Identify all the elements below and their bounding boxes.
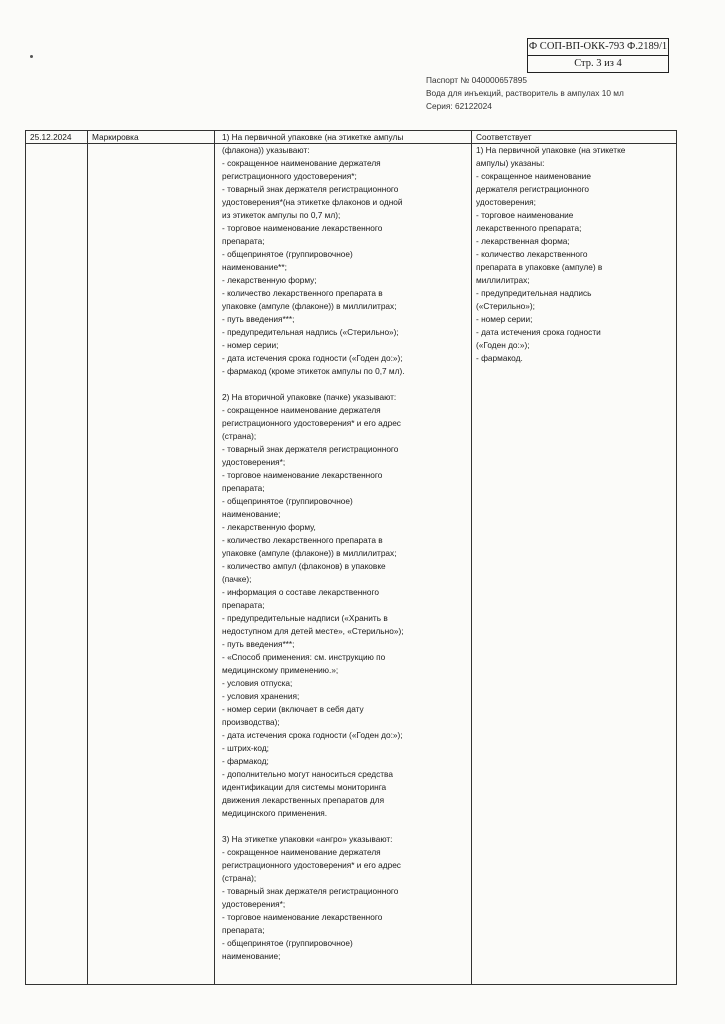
requirement-line: - торговое наименование лекарственного — [222, 223, 383, 233]
requirement-line: - путь введения***; — [222, 639, 295, 649]
column-divider — [471, 131, 472, 984]
requirement-line: (страна); — [222, 431, 257, 441]
requirement-line: медицинскому применению.»; — [222, 665, 339, 675]
passport-header — [426, 74, 624, 113]
requirement-line: регистрационного удостоверения* и его адрес — [222, 860, 401, 870]
requirement-line: - дополнительно могут наноситься средства — [222, 769, 393, 779]
result-line: Соответствует — [476, 132, 532, 142]
result-line: 1) На первичной упаковке (на этикетке — [476, 145, 626, 155]
requirement-line: (флакона)) указывают: — [222, 145, 310, 155]
requirement-line: препарата; — [222, 600, 265, 610]
requirement-line: - количество лекарственного препарата в — [222, 288, 383, 298]
row-parameter: Маркировка — [92, 132, 139, 142]
page-number: Стр. 3 из 4 — [528, 55, 668, 72]
result-line: препарата в упаковке (ампуле) в — [476, 262, 603, 272]
result-line: - дата истечения срока годности — [476, 327, 601, 337]
result-line: («Стерильно»); — [476, 301, 535, 311]
requirement-line: - сокращенное наименование держателя — [222, 405, 381, 415]
scan-speck — [30, 55, 33, 58]
requirement-line: - сокращенное наименование держателя — [222, 158, 381, 168]
requirement-line: - товарный знак держателя регистрационного — [222, 444, 399, 454]
requirement-line: - товарный знак держателя регистрационного — [222, 184, 399, 194]
form-code: Ф СОП-ВП-ОКК-793 Ф.2189/1 — [528, 41, 668, 52]
requirement-line: упаковке (ампуле (флаконе)) в миллилитрах; — [222, 548, 397, 558]
requirement-line: - фармакод (кроме этикеток ампулы по 0,7 мл). — [222, 366, 405, 376]
requirement-line: - лекарственную форму, — [222, 522, 316, 532]
requirement-block — [222, 391, 468, 820]
requirement-line: - предупредительные надписи («Хранить в — [222, 613, 388, 623]
requirement-line: удостоверения*; — [222, 899, 286, 909]
requirement-line: - товарный знак держателя регистрационного — [222, 886, 399, 896]
requirement-line: (пачке); — [222, 574, 252, 584]
column-divider — [87, 131, 88, 984]
result-line: («Годен до:»); — [476, 340, 530, 350]
requirement-line: - количество ампул (флаконов) в упаковке — [222, 561, 386, 571]
result-line: - количество лекарственного — [476, 249, 588, 259]
requirement-line: - торговое наименование лекарственного — [222, 912, 383, 922]
requirement-line: недоступном для детей месте», «Стерильно»); — [222, 626, 404, 636]
requirement-line: наименование**; — [222, 262, 287, 272]
requirement-line: - информация о составе лекарственного — [222, 587, 379, 597]
requirement-block — [222, 131, 468, 378]
result-line: - предупредительная надпись — [476, 288, 592, 298]
requirement-line: 2) На вторичной упаковке (пачке) указывают: — [222, 392, 397, 402]
requirement-block — [222, 833, 468, 963]
requirement-line: регистрационного удостоверения*; — [222, 171, 357, 181]
requirement-line: 3) На этикетке упаковки «ангро» указывают: — [222, 834, 393, 844]
requirement-line: 1) На первичной упаковке (на этикетке ампулы — [222, 132, 404, 142]
requirement-line: - общепринятое (группировочное) — [222, 496, 353, 506]
result-line: миллилитрах; — [476, 275, 530, 285]
requirement-line: - дата истечения срока годности («Годен до:»); — [222, 353, 403, 363]
result-line: удостоверения; — [476, 197, 536, 207]
requirement-line: (страна); — [222, 873, 257, 883]
row-date: 25.12.2024 — [30, 132, 72, 142]
requirement-line: - номер серии; — [222, 340, 279, 350]
result-line: ампулы) указаны: — [476, 158, 545, 168]
requirement-line: - сокращенное наименование держателя — [222, 847, 381, 857]
requirement-line: удостоверения*; — [222, 457, 286, 467]
result-line: - фармакод. — [476, 353, 523, 363]
requirement-line: медицинского применения. — [222, 808, 328, 818]
requirement-line: упаковке (ампуле (флаконе)) в миллилитрах; — [222, 301, 397, 311]
requirement-line: производства); — [222, 717, 280, 727]
passport-number: Паспорт № 040000657895 — [426, 75, 527, 85]
document-code-box — [527, 38, 669, 73]
requirements-cell — [222, 131, 468, 963]
result-line: лекарственного препарата; — [476, 223, 582, 233]
requirement-line: идентификации для системы мониторинга — [222, 782, 387, 792]
results-table — [25, 130, 677, 985]
requirement-line: - предупредительная надпись («Стерильно»); — [222, 327, 399, 337]
requirement-line: - путь введения***; — [222, 314, 295, 324]
block-gap — [222, 820, 468, 833]
requirement-line: препарата; — [222, 483, 265, 493]
requirement-line: - дата истечения срока годности («Годен до:»); — [222, 730, 403, 740]
requirement-line: из этикеток ампулы по 0,7 мл); — [222, 210, 341, 220]
requirement-line: - торговое наименование лекарственного — [222, 470, 383, 480]
result-cell — [476, 131, 672, 365]
series-number: Серия: 62122024 — [426, 101, 492, 111]
result-line: - номер серии; — [476, 314, 533, 324]
requirement-line: - общепринятое (группировочное) — [222, 938, 353, 948]
requirement-line: препарата; — [222, 236, 265, 246]
column-divider — [214, 131, 215, 984]
block-gap — [222, 378, 468, 391]
result-line: - лекарственная форма; — [476, 236, 570, 246]
product-name: Вода для инъекций, растворитель в ампулах 10 мл — [426, 88, 624, 98]
requirement-line: регистрационного удостоверения* и его адрес — [222, 418, 401, 428]
requirement-line: - количество лекарственного препарата в — [222, 535, 383, 545]
requirement-line: - штрих-код; — [222, 743, 269, 753]
requirement-line: - фармакод; — [222, 756, 269, 766]
requirement-line: - общепринятое (группировочное) — [222, 249, 353, 259]
requirement-line: - «Способ применения: см. инструкцию по — [222, 652, 386, 662]
requirement-line: - лекарственную форму; — [222, 275, 317, 285]
requirement-line: наименование; — [222, 509, 281, 519]
requirement-line: - условия хранения; — [222, 691, 300, 701]
result-line: - торговое наименование — [476, 210, 574, 220]
requirement-line: удостоверения*(на этикетке флаконов и одной — [222, 197, 403, 207]
requirement-line: наименование; — [222, 951, 281, 961]
requirement-line: - условия отпуска; — [222, 678, 293, 688]
requirement-line: - номер серии (включает в себя дату — [222, 704, 364, 714]
result-line: держателя регистрационного — [476, 184, 590, 194]
requirement-line: движения лекарственных препаратов для — [222, 795, 385, 805]
result-line: - сокращенное наименование — [476, 171, 591, 181]
requirement-line: препарата; — [222, 925, 265, 935]
